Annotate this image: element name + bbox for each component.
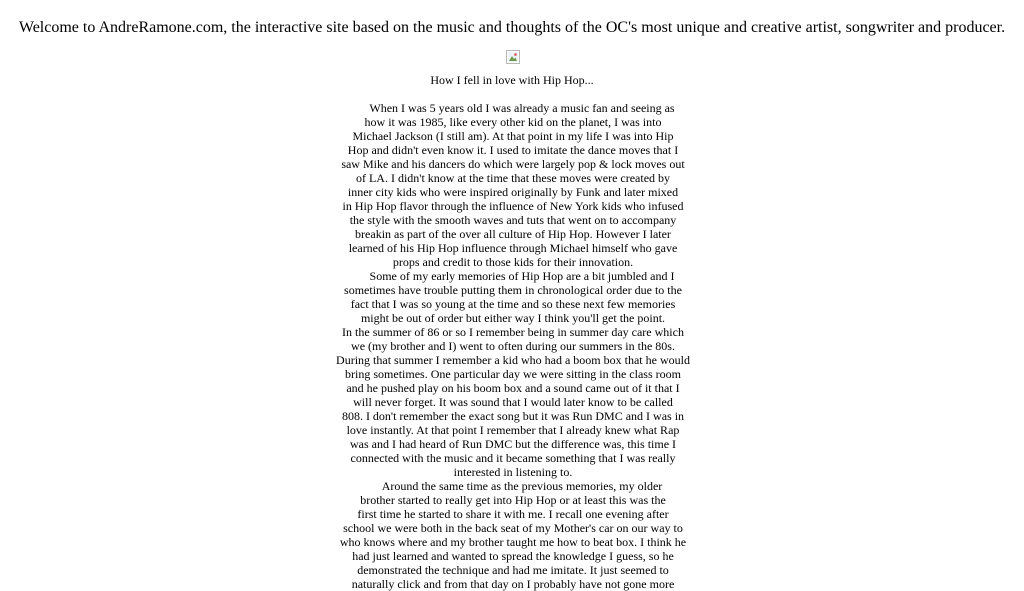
- broken-image-icon: [506, 50, 520, 64]
- post-body-line: bring sometimes. One particular day we were sitting in the class room: [345, 367, 681, 381]
- post-body-line: Around the same time as the previous memories, my older: [363, 479, 663, 493]
- post-body-line: brother started to really get into Hip Hop or at least this was the: [360, 493, 666, 507]
- post-body-line: first time he started to share it with me. I recall one evening after: [357, 507, 669, 521]
- post-body: [322, 101, 704, 591]
- post-body-line: naturally click and from that day on I probably have not gone more: [351, 577, 675, 591]
- post-body-line: Michael Jackson (I still am). At that point in my life I was into Hip: [352, 129, 674, 143]
- post-body-line: who knows where and my brother taught me how to beat box. I think he: [339, 535, 687, 549]
- post-body-line: the style with the smooth waves and tuts that went on to accompany: [349, 213, 677, 227]
- post-body-line: When I was 5 years old I was already a music fan and seeing as: [351, 101, 675, 115]
- post-body-line: fact that I was so young at the time and so these next few memories: [350, 297, 676, 311]
- post-body-line: of LA. I didn't know at the time that these moves were created by: [355, 171, 671, 185]
- post-body-line: inner city kids who were inspired originally by Funk and later mixed: [347, 185, 679, 199]
- post-body-line: school we were both in the back seat of my Mother's car on our way to: [343, 521, 683, 535]
- post-body-line: learned of his Hip Hop influence through Michael himself who gave: [348, 241, 678, 255]
- post-body-line: was and I had heard of Run DMC but the difference was, this time I: [349, 437, 677, 451]
- post-body-line: 808. I don't remember the exact song but it was Run DMC and I was in: [341, 409, 685, 423]
- post-body-line: might be out of order but either way I think you'll get the point.: [360, 311, 666, 325]
- post-body-line: In the summer of 86 or so I remember being in summer day care which: [342, 325, 684, 339]
- post-body-line: saw Mike and his dancers do which were largely pop & lock moves out: [341, 157, 685, 171]
- post-body-line: will never forget. It was sound that I would later know to be called: [353, 395, 673, 409]
- post-body-line: props and credit to those kids for their innovation.: [392, 255, 634, 269]
- post-body-line: we (my brother and I) went to often during our summers in the 80s.: [351, 339, 675, 353]
- post-body-line: breakin as part of the over all culture of Hip Hop. However I later: [355, 227, 671, 241]
- post-body-line: sometimes have trouble putting them in chronological order due to the: [344, 283, 682, 297]
- post-title: How I fell in love with Hip Hop...: [430, 73, 594, 87]
- post-body-line: Hop and didn't even know it. I used to imitate the dance moves that I: [347, 143, 679, 157]
- post-body-line: how it was 1985, like every other kid on the planet, I was into: [364, 115, 662, 129]
- post-body-line: interested in listening to.: [453, 465, 573, 479]
- post-body-line: had just learned and wanted to spread the knowledge I guess, so he: [352, 549, 674, 563]
- post-body-line: love instantly. At that point I remember that I already knew what Rap: [346, 423, 680, 437]
- post-body-line: During that summer I remember a kid who had a boom box that he would: [336, 353, 690, 367]
- post-body-line: demonstrated the technique and had me imitate. It just seemed to: [357, 563, 669, 577]
- post-body-line: and he pushed play on his boom box and a sound came out of it that I: [346, 381, 680, 395]
- post-body-line: Some of my early memories of Hip Hop are a bit jumbled and I: [351, 269, 675, 283]
- post-body-line: in Hip Hop flavor through the influence of New York kids who infused: [342, 199, 684, 213]
- welcome-heading: Welcome to AndreRamone.com, the interactive site based on the music and thoughts of the OC's most unique and creative artist, songwriter and producer.: [18, 19, 1006, 36]
- post-body-line: connected with the music and it became something that I was really: [350, 451, 676, 465]
